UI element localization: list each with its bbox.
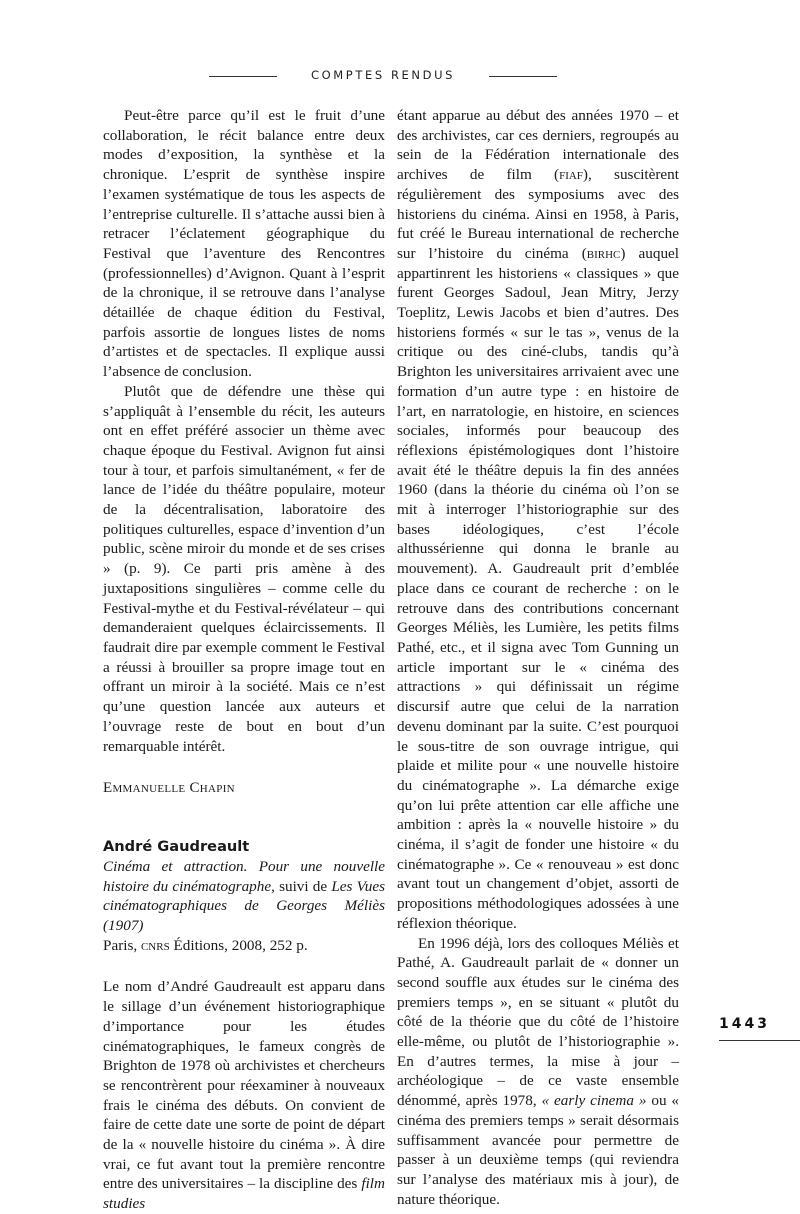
- acronym: birhc: [586, 244, 621, 262]
- title-joiner: , suivi de: [271, 877, 332, 895]
- paragraph: [103, 977, 385, 1213]
- paragraph-text: Le nom d’André Gaudreault est apparu dans le sillage d’un événement historiographique d’importance pour les études cinématographiques, le fameux congrès de Brighton de 1978 où archivistes et chercheurs se rencontrèrent pour réexaminer à nouveaux frais le cinéma des débuts. On convient de faire de cette date une sorte de point de départ de la « nouvelle histoire du cinéma ». À dire vrai, ce fut avant tout la première rencontre entre des universitaires – la discipline des: [103, 978, 385, 1193]
- emphasis: « early cinema »: [541, 1092, 647, 1110]
- page-number-text: 1443: [719, 1016, 770, 1032]
- paragraph-text: étant apparue au début des années 1970 – et des archivistes, car ces derniers, regroupés au sein de la Fédération internationale des archives de film (: [397, 107, 679, 184]
- paragraph: [397, 934, 679, 1210]
- paragraph-text: ou « cinéma des premiers temps » serait désormais suffisamment avancée pour permettre de passer à un deuxième temps (qui reviendra sur l’analyse des matériaux mis à jour), de nature théorique.: [397, 1092, 680, 1208]
- header-rule-left: [209, 76, 277, 77]
- paragraph-text: ) auquel appartinrent les historiens « classiques » que furent Georges Sadoul, Jean Mitry, Jerzy Toeplitz, Lewis Jacobs et bien d’autres. Des historiens formés « sur le tas », venus de la critique ou des ciné-clubs, tandis qu’à Brighton les universitaires arrivaient avec une formation d’un autre type : en histoire de l’art, en narratologie, en histoire, en sciences sociales, informés pour beaucoup des réflexions épistémologiques dont l’histoire avait été le théâtre depuis la fin des années 1960 (dans la théorie du cinéma où l’on se mit à interroger l’historiographie sur des bases idéologiques, c’est l’école althussérienne qui donna le branle au mouvement). A. Gaudreault prit d’emblée place dans ce courant de recherche : on le retrouve dans des contributions concernant Georges Méliès, les Lumière, les petits films Pathé, etc., et il signa avec Tom Gunning un article important sur le « cinéma des attractions » qui définissait un régime discursif autre que celui de la narration devenu dominant par la suite. C’est pourquoi le sous-titre de son ouvrage intrigue, qui plaide et milite pour « une nouvelle histoire du cinématographe ». La démarche exige qu’on lui prête attention car elle affiche une ambition : après la « nouvelle histoire » du cinéma, il s’agit de fonder une histoire « du cinématographe ». Ce « renouveau » est donc avant tout un changement d’objet, assorti de propositions méthodologiques adossées à une réflexion théorique.: [397, 244, 679, 932]
- running-head: [0, 66, 800, 86]
- header-rule-right: [489, 76, 557, 77]
- paragraph: Plutôt que de défendre une thèse qui s’appliquât à l’ensemble du récit, les auteurs ont en effet préféré associer un thème avec chaque époque du Festival. Avignon fut ainsi tour à tour, et parfois simultanément, « fer de lance de l’idée du théâtre populaire, moteur de la décentralisation, laboratoire des politiques culturelles, espace d’invention d’un public, scène miroir du monde et de ses crises » (p. 9). Ce parti pris amène à des juxtapositions singulières – comme celle du Festival-mythe et du Festival-révélateur – qui demanderaient quelques éclaircissements. Il faudrait dire par exemple comment le Festival a réussi à brouiller sa propre image tout en offrant un miroir à la société. Mais ce n’est qu’une question lancée aux auteurs et l’ouvrage reste de bout en bout d’un remarquable intérêt.: [103, 382, 385, 755]
- paragraph: Peut-être parce qu’il est le fruit d’une collaboration, le récit balance entre deux modes d’exposition, la synthèse et la chronique. L’esprit de synthèse inspire l’examen systématique de tous les aspects de l’entreprise culturelle. Il s’attache aussi bien à retracer l’éclatement géographique du Festival que l’aventure des Rencontres (professionnelles) d’Avignon. Quant à l’esprit de la chronique, il se retrouve dans l’analyse détaillée de chaque édition du Festival, parfois assortie de longues listes de noms d’artistes et de spectacles. Il explique aussi l’absence de conclusion.: [103, 107, 385, 381]
- right-column: [397, 106, 679, 1209]
- page-number: [719, 1016, 791, 1038]
- publication-details: Éditions, 2008, 252 p.: [169, 936, 308, 954]
- book-subtitle: Les Vues cinématographiques de Georges Méliès (1907): [103, 877, 385, 935]
- review-signature: Emmanuelle Chapin: [103, 780, 235, 797]
- paragraph-text: En 1996 déjà, lors des colloques Méliès et Pathé, A. Gaudreault parlait de « donner un second souffle aux études sur le cinéma des premiers temps », en se situant « plutôt du côté de la théorie que du côté de l’histoire elle-même, ou plutôt de l’historiographie ». En d’autres termes, la mise à jour – archéologique – de ce vaste ensemble dénommé, après 1978,: [397, 934, 679, 1110]
- book-title: Cinéma et attraction. Pour une nouvelle histoire du cinématographe: [103, 857, 385, 895]
- paragraph-text: ), suscitèrent régulièrement des symposiums avec des historiens du cinéma. Ainsi en 1958, à Paris, fut créé le Bureau international de recherche sur l’histoire du cinéma (: [397, 166, 679, 262]
- reviewed-book-reference: [103, 857, 385, 956]
- publisher-acronym: cnrs: [140, 936, 170, 954]
- left-column: [103, 106, 385, 1214]
- reviewed-author: André Gaudreault: [103, 837, 250, 855]
- review-heading: [103, 837, 385, 956]
- running-title: COMPTES RENDUS: [310, 68, 456, 82]
- page-number-rule: [719, 1040, 800, 1041]
- paragraph: [397, 106, 679, 934]
- publication-place: Paris,: [103, 936, 141, 954]
- acronym: fiaf: [559, 166, 583, 184]
- emphasis: film studies: [103, 1175, 385, 1213]
